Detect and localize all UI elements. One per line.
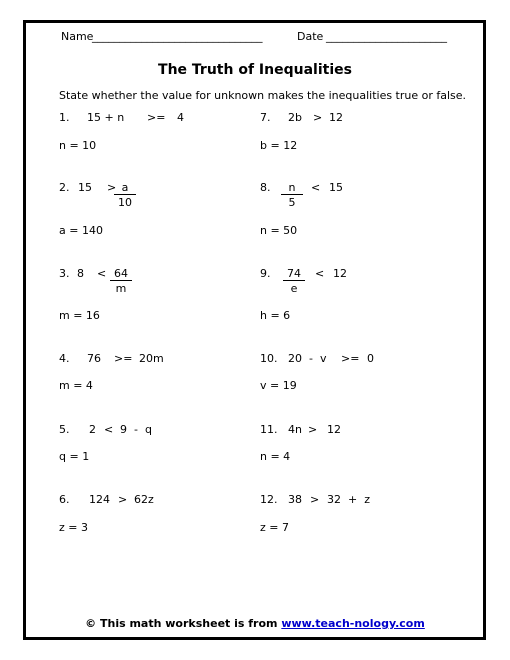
problem-2-numerator: a: [114, 181, 136, 195]
problem-8-operator: <: [311, 181, 321, 194]
problem-4-operator: >=: [114, 352, 133, 365]
problem-4-answer: m = 4: [59, 379, 93, 392]
problem-12-lhs: 38: [288, 493, 302, 506]
problem-9-operator: <: [315, 267, 325, 280]
problem-10-operator: >=: [341, 352, 360, 365]
problem-10-number: 10.: [260, 352, 278, 365]
problem-1-answer: n = 10: [59, 139, 97, 152]
problem-9-number: 9.: [260, 267, 271, 280]
problem-10-answer: v = 19: [260, 379, 297, 392]
problem-11-answer: n = 4: [260, 450, 291, 463]
problem-3-fraction: [110, 267, 132, 297]
footer-link[interactable]: www.teach-nology.com: [281, 617, 425, 630]
problem-9-denominator: e: [290, 282, 298, 295]
problem-6-lhs: 124: [89, 493, 110, 506]
problem-8-rhs: 15: [329, 181, 343, 194]
problem-11-operator: >: [308, 423, 318, 436]
problem-2-answer: a = 140: [59, 224, 103, 237]
problem-7-rhs: 12: [329, 111, 343, 124]
problem-3-numerator: 64: [110, 267, 132, 281]
problem-6-rhs: 62z: [134, 493, 154, 506]
problem-5-rhs: 9 - q: [120, 423, 152, 436]
page-title: The Truth of Inequalities: [158, 62, 352, 78]
problem-7-operator: >: [313, 111, 323, 124]
problem-11-rhs: 12: [327, 423, 341, 436]
problem-2-operator: >: [107, 181, 117, 194]
name-label: Name: [61, 30, 94, 43]
problem-3-answer: m = 16: [59, 309, 100, 322]
problem-5-lhs: 2: [89, 423, 96, 436]
problem-11-lhs: 4n: [288, 423, 302, 436]
problem-11-number: 11.: [260, 423, 278, 436]
problem-3-number: 3.: [59, 267, 70, 280]
problem-2-fraction: [114, 181, 136, 211]
problem-2-lhs: 15: [78, 181, 92, 194]
problem-4-lhs: 76: [87, 352, 101, 365]
problem-9-answer: h = 6: [260, 309, 291, 322]
problem-4-number: 4.: [59, 352, 70, 365]
problem-8-fraction: [281, 181, 303, 211]
problem-8-numerator: n: [281, 181, 303, 195]
problem-10-rhs: 0: [367, 352, 374, 365]
problem-5-number: 5.: [59, 423, 70, 436]
problem-12-answer: z = 7: [260, 521, 289, 534]
problem-1-lhs: 15 + n: [87, 111, 125, 124]
problem-7-number: 7.: [260, 111, 271, 124]
problem-12-rhs: 32 + z: [327, 493, 370, 506]
problem-3-denominator: m: [115, 282, 127, 295]
problem-1-rhs: 4: [177, 111, 184, 124]
problem-6-answer: z = 3: [59, 521, 88, 534]
problem-12-operator: >: [310, 493, 320, 506]
problem-5-answer: q = 1: [59, 450, 90, 463]
footer-prefix: © This math worksheet is from: [85, 617, 282, 630]
problem-8-answer: n = 50: [260, 224, 298, 237]
problem-9-numerator: 74: [283, 267, 305, 281]
problem-9-rhs: 12: [333, 267, 347, 280]
problem-10-lhs: 20 - v: [288, 352, 327, 365]
problem-8-number: 8.: [260, 181, 271, 194]
problem-12-number: 12.: [260, 493, 278, 506]
instructions: State whether the value for unknown makes the inequalities true or false.: [59, 89, 467, 102]
problem-2-denominator: 10: [118, 196, 132, 209]
problem-6-operator: >: [118, 493, 128, 506]
problem-2-number: 2.: [59, 181, 70, 194]
problem-7-lhs: 2b: [288, 111, 302, 124]
problem-5-operator: <: [104, 423, 114, 436]
footer-credit: [0, 617, 510, 630]
problem-3-operator: <: [97, 267, 107, 280]
date-blank: ______________________: [326, 30, 447, 43]
problem-1-operator: >=: [147, 111, 166, 124]
problem-9-fraction: [283, 267, 305, 297]
problem-6-number: 6.: [59, 493, 70, 506]
problem-4-rhs: 20m: [139, 352, 164, 365]
date-label: Date: [297, 30, 324, 43]
problem-3-lhs: 8: [77, 267, 84, 280]
problem-1-number: 1.: [59, 111, 70, 124]
name-blank: _______________________________: [92, 30, 263, 43]
problem-8-denominator: 5: [288, 196, 296, 209]
problem-7-answer: b = 12: [260, 139, 298, 152]
